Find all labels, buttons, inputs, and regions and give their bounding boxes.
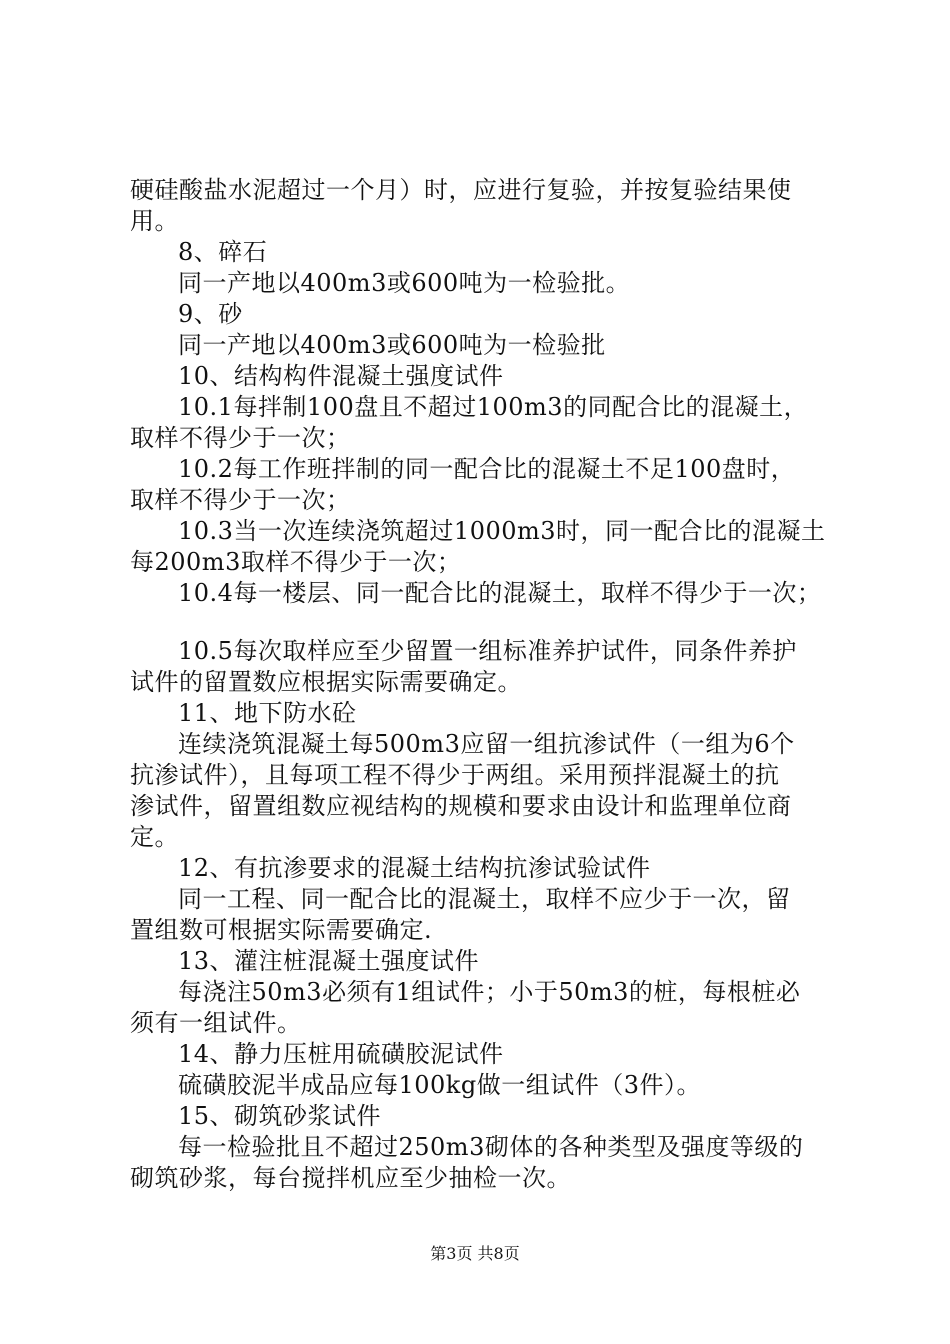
text-line: 试件的留置数应根据实际需要确定。 (130, 668, 522, 696)
section-heading: 9、砂 (178, 300, 243, 328)
text-line: 同一工程、同一配合比的混凝土，取样不应少于一次，留 (178, 885, 791, 913)
page-number-footer: 第3页 共8页 (430, 1244, 520, 1263)
text-line: 渗试件，留置组数应视结构的规模和要求由设计和监理单位商 (130, 792, 792, 820)
text-line: 须有一组试件。 (130, 1009, 302, 1037)
text-line: 10.1每拌制100盘且不超过100m3的同配合比的混凝土， (178, 393, 809, 421)
text-line: 硫磺胶泥半成品应每100kg做一组试件（3件）。 (178, 1071, 701, 1099)
text-line: 10.2每工作班拌制的同一配合比的混凝土不足100盘时， (178, 455, 796, 483)
text-line: 砌筑砂浆，每台搅拌机应至少抽检一次。 (130, 1164, 571, 1192)
section-heading: 8、碎石 (178, 238, 268, 266)
text-line: 10.5每次取样应至少留置一组标准养护试件，同条件养护 (178, 637, 797, 665)
text-line: 每200m3取样不得少于一次； (130, 548, 462, 576)
text-line: 抗渗试件），且每项工程不得少于两组。采用预拌混凝土的抗 (130, 761, 780, 789)
section-heading: 11、地下防水砼 (178, 699, 357, 727)
text-line: 每一检验批且不超过250m3砌体的各种类型及强度等级的 (178, 1133, 804, 1161)
section-heading: 15、砌筑砂浆试件 (178, 1102, 382, 1130)
text-line: 每浇注50m3必须有1组试件；小于50m3的桩，每根桩必 (178, 978, 801, 1006)
section-heading: 14、静力压桩用硫磺胶泥试件 (178, 1040, 504, 1068)
text-line: 同一产地以400m3或600吨为一检验批。 (178, 269, 631, 297)
text-line: 同一产地以400m3或600吨为一检验批 (178, 331, 606, 359)
text-line: 置组数可根据实际需要确定. (130, 916, 433, 944)
section-heading: 13、灌注桩混凝土强度试件 (178, 947, 480, 975)
text-line: 连续浇筑混凝土每500m3应留一组抗渗试件（一组为6个 (178, 730, 795, 758)
text-line: 10.3当一次连续浇筑超过1000m3时，同一配合比的混凝土 (178, 517, 826, 545)
section-heading: 10、结构构件混凝土强度试件 (178, 362, 504, 390)
text-line: 10.4每一楼层、同一配合比的混凝土，取样不得少于一次； (178, 579, 822, 607)
text-line: 取样不得少于一次； (130, 424, 351, 452)
text-line: 硬硅酸盐水泥超过一个月）时，应进行复验，并按复验结果使 (130, 176, 792, 204)
section-heading: 12、有抗渗要求的混凝土结构抗渗试验试件 (178, 854, 651, 882)
text-line: 定。 (130, 823, 179, 851)
text-line: 取样不得少于一次； (130, 486, 351, 514)
text-line: 用。 (130, 207, 179, 235)
